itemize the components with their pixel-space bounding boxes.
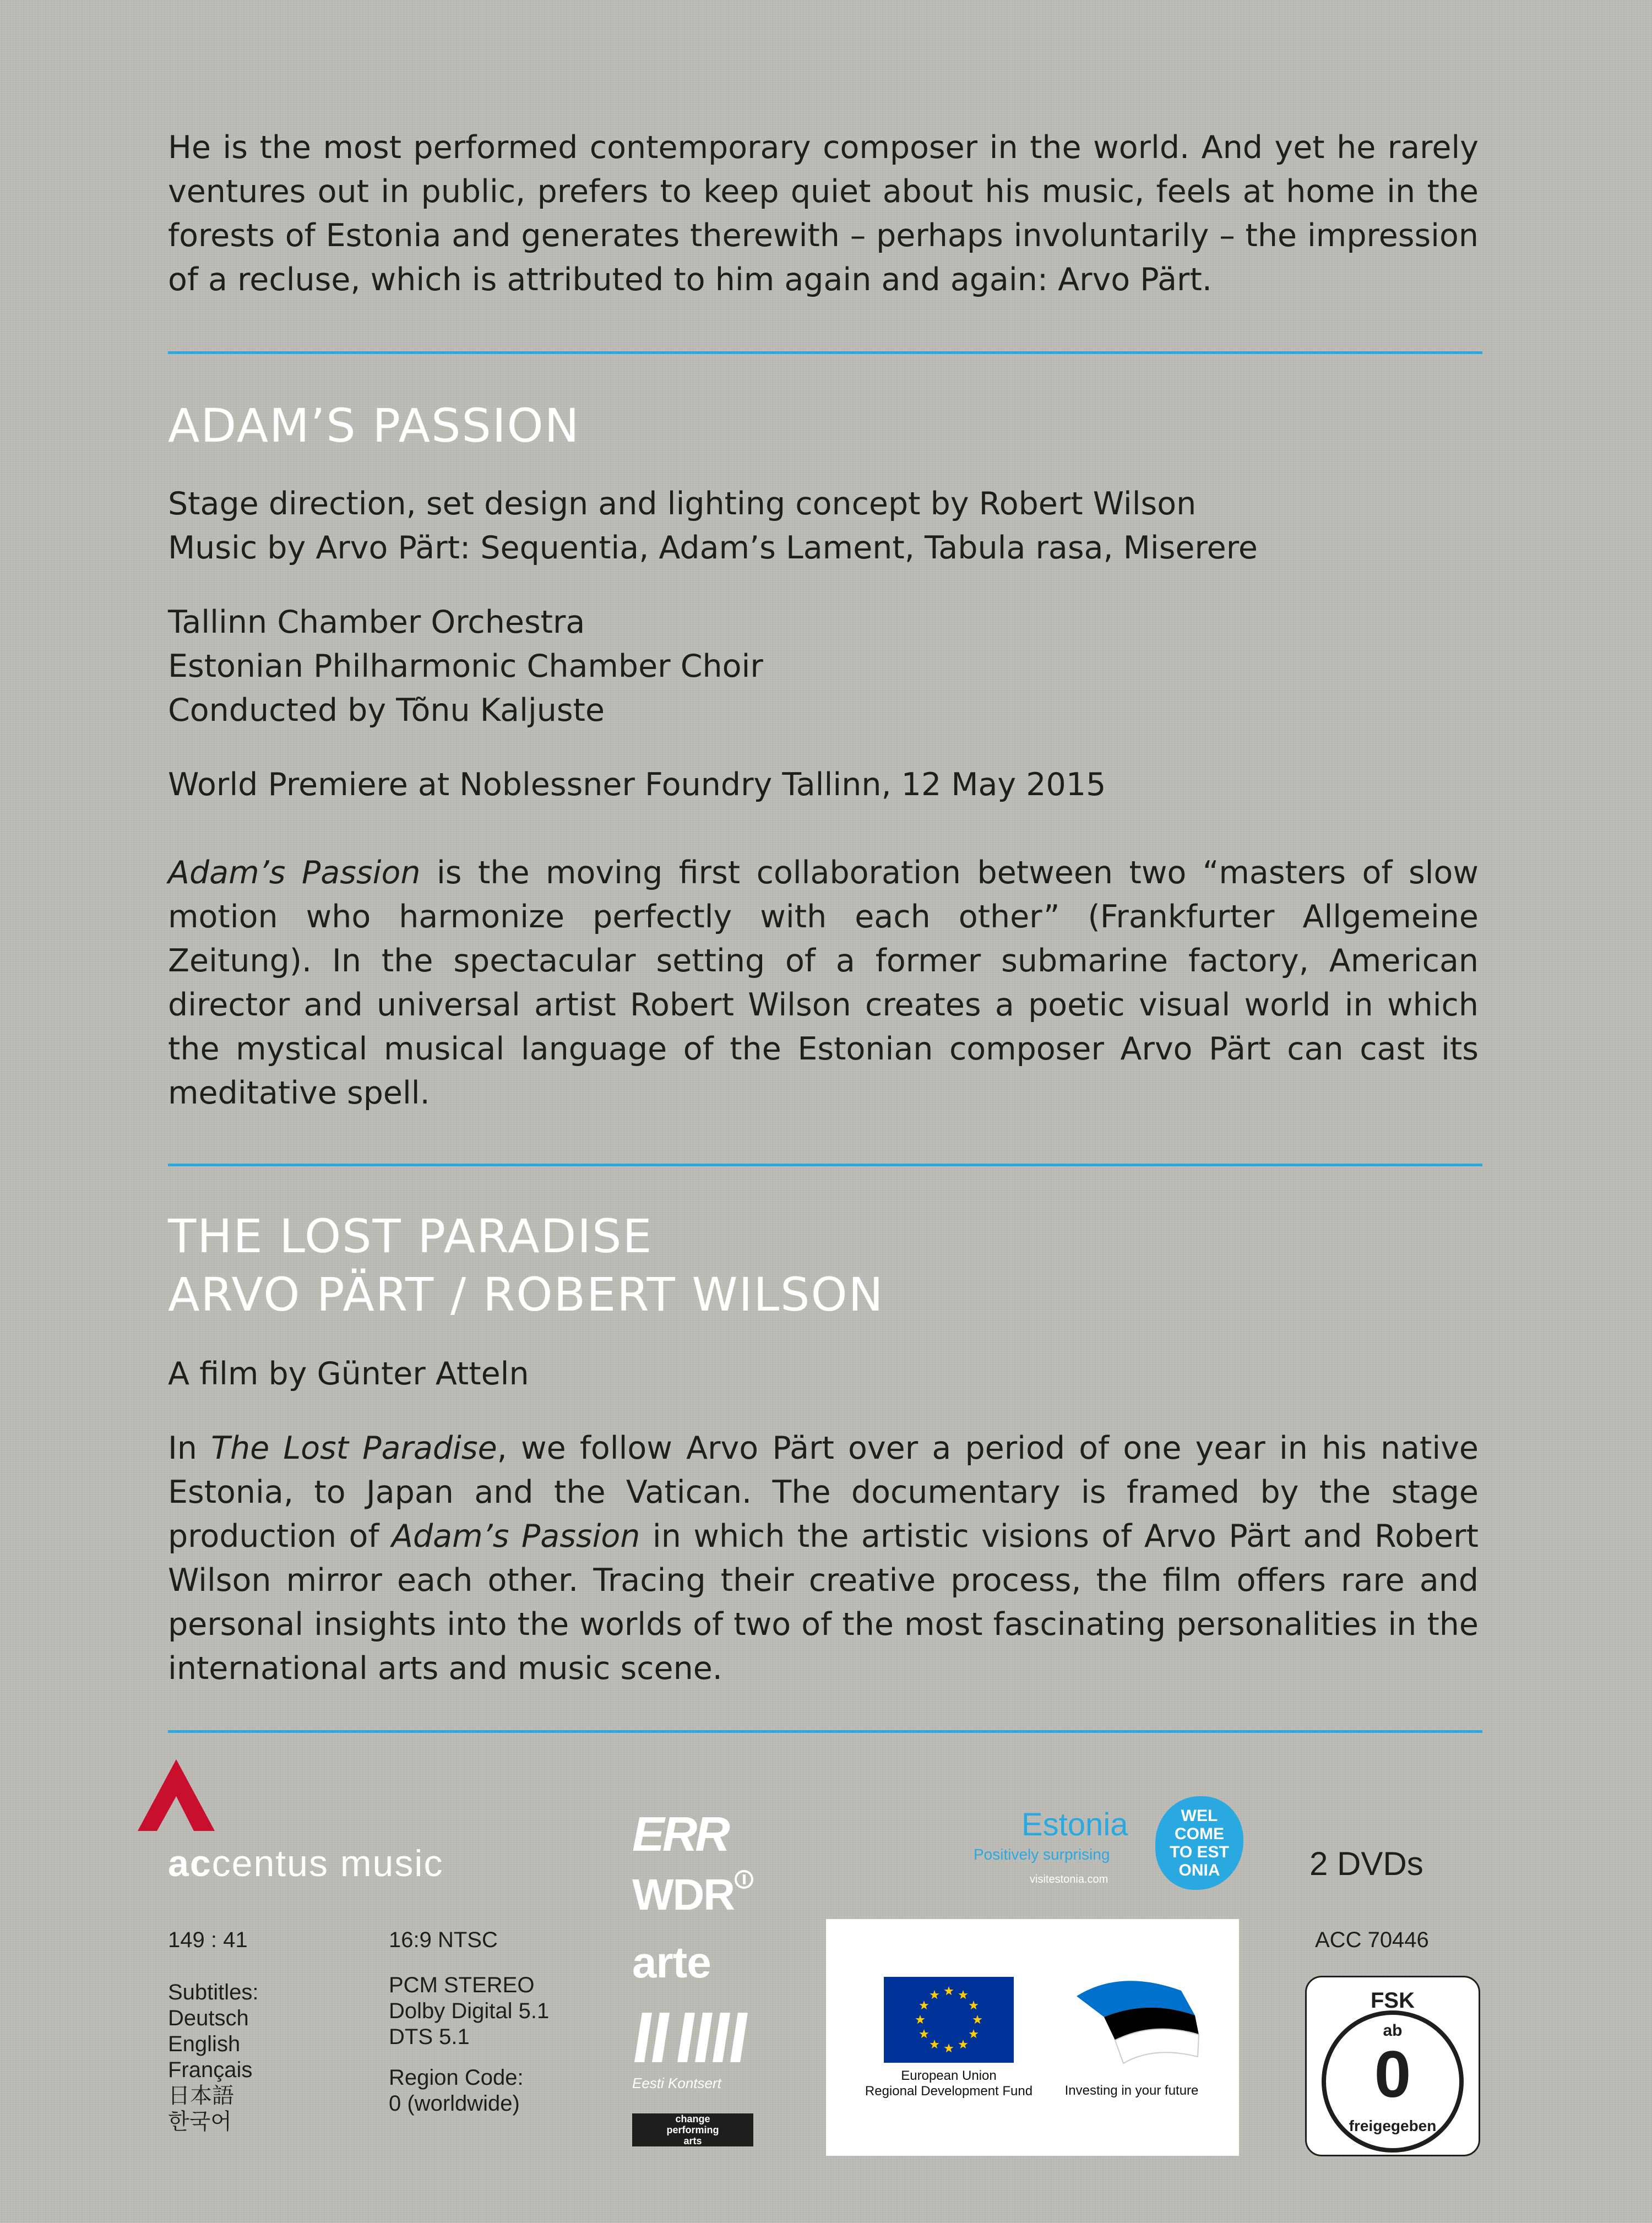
change-performing-arts-logo: change performing arts: [632, 2113, 753, 2146]
lost-paradise-description: In The Lost Paradise, we follow Arvo Pärt over a period of one year in his native Estonia, to Japan and the Vatican. The documentary is framed by the stage production of Adam’s Passion in which the artistic visions of Arvo Pärt and Robert Wilson mirror each other. Tracing their creative process, the film offers rare and personal insights into the worlds of two of the most fascinating personalities in the international arts and music scene.: [168, 1430, 1479, 1687]
premiere-line: World Premiere at Noblessner Foundry Tallinn, 12 May 2015: [168, 767, 1106, 803]
film-title: The Lost Paradise: [211, 1430, 497, 1466]
subtitles-label: Subtitles:: [168, 1980, 259, 2004]
audio-format: PCM STEREO: [389, 1973, 535, 1997]
fsk-freigegeben: freigegeben: [1349, 2117, 1437, 2134]
subtitle-language: English: [168, 2032, 241, 2056]
estonia-tagline: Positively surprising: [974, 1846, 1110, 1863]
fsk-rating-badge: [1305, 1976, 1480, 2156]
estonia-url: visitestonia.com: [1030, 1873, 1108, 1885]
fsk-label: FSK: [1371, 1988, 1415, 2013]
err-logo: ERR: [632, 1807, 728, 1861]
work-title: Adam’s Passion: [168, 855, 421, 891]
lost-paradise-heading: THE LOST PARADISE: [168, 1209, 653, 1263]
region-label: Region Code:: [389, 2066, 524, 2090]
fsk-ab: ab: [1383, 2021, 1403, 2040]
audio-format: DTS 5.1: [389, 2025, 470, 2049]
investing-label: Investing in your future: [1064, 2083, 1199, 2098]
subtitle-language: Deutsch: [168, 2006, 249, 2030]
estonia-title: Estonia: [1021, 1807, 1128, 1842]
wdr-one-icon: [734, 1869, 754, 1889]
audio-format: Dolby Digital 5.1: [389, 1999, 550, 2023]
intro-paragraph: He is the most performed contemporary composer in the world. And yet he rarely ventures out in public, prefers to keep quiet about his music, feels at home in the forests of Estonia and generates therewith – perhaps involuntarily – the impression of a recluse, which is attributed to him again and again: Arvo Pärt.: [168, 129, 1479, 298]
disc-count: 2 DVDs: [1309, 1845, 1423, 1882]
video-format: 16:9 NTSC: [389, 1928, 498, 1952]
adams-passion-description: Adam’s Passion is the moving first collaboration between two “masters of slow motion who harmonize perfectly with each other” (Frankfurter Allgemeine Zeitung). In the spectacular setting of a former submarine factory, American director and universal artist Robert Wilson creates a poetic visual world in which the mystical musical language of the Estonian composer Arvo Pärt can cast its meditative spell.: [168, 855, 1479, 1111]
runtime: 149 : 41: [168, 1928, 248, 1952]
section-divider: [168, 351, 1482, 354]
credits-line: Stage direction, set design and lighting concept by Robert Wilson: [168, 486, 1197, 522]
section-divider: [168, 1164, 1482, 1166]
performer-line: Estonian Philharmonic Chamber Choir: [168, 648, 763, 684]
label-wordmark: accentus music: [168, 1842, 444, 1884]
fsk-age: 0: [1374, 2037, 1411, 2111]
eu-fund-label: European Union Regional Development Fund: [865, 2068, 1033, 2099]
arte-logo: arte: [632, 1938, 711, 1987]
section-divider: [168, 1730, 1482, 1733]
lost-paradise-subheading: ARVO PÄRT / ROBERT WILSON: [168, 1268, 884, 1322]
subtitle-language: Français: [168, 2058, 253, 2082]
wdr-logo: WDR: [632, 1869, 754, 1920]
accentus-a-logo: [132, 1757, 220, 1834]
eu-flag-icon: [884, 1977, 1014, 2063]
work-title: Adam’s Passion: [391, 1518, 640, 1555]
eesti-kontsert-label: Eesti Kontsert: [632, 2075, 721, 2091]
fsk-circle: [1322, 2010, 1464, 2153]
film-byline: A film by Günter Atteln: [168, 1356, 529, 1392]
catalog-number: ACC 70446: [1315, 1928, 1429, 1952]
credits-line: Music by Arvo Pärt: Sequentia, Adam’s Lament, Tabula rasa, Miserere: [168, 530, 1258, 566]
subtitle-language: 한국어: [168, 2110, 232, 2134]
performer-line: Tallinn Chamber Orchestra: [168, 604, 585, 640]
performer-line: Conducted by Tõnu Kaljuste: [168, 692, 605, 729]
estonia-flag-wave-icon: [1071, 1974, 1203, 2065]
subtitle-language: 日本語: [168, 2084, 234, 2108]
eesti-kontsert-mark-icon: [632, 2013, 759, 2062]
region-value: 0 (worldwide): [389, 2091, 520, 2116]
welcome-to-estonia-badge: WEL COME TO EST ONIA: [1155, 1796, 1243, 1890]
adams-passion-heading: ADAM’S PASSION: [168, 399, 580, 453]
